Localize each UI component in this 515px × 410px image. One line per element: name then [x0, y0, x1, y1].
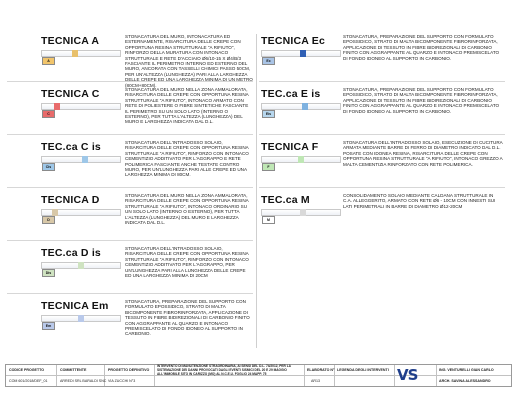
technique-tag: D — [42, 216, 55, 224]
slab-section-icon — [261, 209, 341, 216]
technique-tag: C — [42, 110, 55, 118]
technique-description: STONACATURA, PREPARAZIONE DEL SUPPORTO CON FORMULATO EPOSSIDICO, STRATO DI MALTA BICOMPONENTE FIBRORINFORZATA, APPLICAZIONE DI TESSUTO IN FIBRE BIDIREZIONALI DI CARBONIO FINITO CON AGGRAPPANTE AL QUARZO E INTONACO PREMISCELATO DI FONDO IDONEO AL SUPPORTO IN CARBONIO. — [343, 34, 500, 61]
technique-description: STONACATURA DELL'INTRADOSSO SOLAIO, RISARCITURA DELLE CREPE CON OPPORTUNA RESINA STRUTTURALE "A RIFIUTO", RINFORZO CON INTONACO CEMENTIZIO ADDITIVATO PER L'AGGRAPPO, PER UN'LUNGHEZZA PARI ALLA LUNGHEZZA DELLE CREPE ED UNA LARGHEZZA MINIMA DI 20CM — [125, 246, 249, 279]
technique-code: TEC.ca E is — [261, 88, 321, 100]
title-block — [5, 364, 512, 387]
legend-item-tecnica-d — [7, 193, 253, 241]
technique-code: TECNICA A — [41, 35, 100, 47]
column-divider — [256, 34, 257, 348]
legend-item-tecnica-c-is — [7, 140, 253, 188]
technique-code: TEC.ca C is — [41, 141, 101, 153]
technique-description: STONACATURA DEL MURO, INTONACATURA ED ESTERNAMENTE, RISARCITURA DELLE CREPE CON OPPORTUNA RESINA STRUTTURALE "A RIFIUTO", RINFORZO DELLA MURATURA CON INTONACO STRUTTURALE E RETE D'ACCIAIO Ø6/10-15 X Ø4/B/3 FASCIANTE IL PERIMETRO INTERNO ED ESTERNO DEL MURO, ANCORATA CON TASSELLI CHIMICI PASSO 50CM, PER UN'ALTEZZA (LUNGHEZZA) PARI ALLA LARGHEZZA DELLE CREPE ED UNA LARGHEZZA MINIMA DI UN METRO (80CM+80CM). — [125, 34, 253, 88]
legend-item-tecnica-em — [7, 299, 253, 347]
studio-logo: VS — [397, 366, 418, 384]
technique-tag: Dis — [42, 269, 55, 277]
technique-code: TECNICA Ec — [261, 35, 326, 47]
row-divider — [259, 81, 505, 82]
address-value: VIA ZUCCHI N°3 — [108, 379, 136, 383]
beam-section-icon — [261, 50, 341, 57]
title-block-divider — [56, 365, 57, 386]
legend-item-tecnica-c — [7, 87, 253, 135]
row-divider — [259, 134, 505, 135]
legend-item-tecnica-f — [259, 140, 505, 188]
technique-tag: F — [262, 163, 275, 171]
slab-section-icon — [261, 103, 341, 110]
technique-description: CONSOLIDAMENTO SOLAIO MEDIANTE CALDANA STRUTTURALE IN C.A. ALLEGGERITO, ARMATO CON RETE Ø6 - 10CM CON INNESTI SUI LATI PERIMETRALI IN BARRE DI DIAMETRO Ø12-20CM — [343, 193, 496, 209]
row-divider — [7, 134, 253, 135]
project-code-label: CODICE PROGETTO — [9, 368, 45, 372]
technique-tag: A — [42, 57, 55, 65]
drawing-number-value: AR13 — [311, 379, 320, 383]
technique-code: TEC.ca M — [261, 194, 310, 206]
legend-item-tecnica-d-is — [7, 246, 253, 294]
technique-tag: M — [262, 216, 275, 224]
technique-code: TEC.ca D is — [41, 247, 101, 259]
title-block-divider — [436, 365, 437, 386]
project-phase-label: PROGETTO DEFINITIVO — [108, 368, 150, 372]
project-code-value: COM 601/2018/DEF_01 — [9, 379, 48, 383]
technique-tag: Cis — [42, 163, 55, 171]
title-block-divider — [304, 365, 305, 386]
technique-code: TECNICA F — [261, 141, 319, 153]
drawing-title: LEGENDA DEGLI INTERVENTI — [337, 368, 389, 372]
legend-item-tecnica-e-is — [259, 87, 505, 135]
technique-tag: Eis — [262, 110, 275, 118]
client-value: ARREDI SRL BARALDI SNC — [60, 379, 107, 383]
technique-description: STONACATURA DELL'INTRADOSSO SOLAIO, ESECUZIONE DI CUCITURA ARMATA MEDIANTE BARRE DI FERRO DI DIAMETRO INDICATO DAL D.L. POSATE CON IDONEA RESINA, RISARCITURA DELLE CREPE CON OPPORTUNA RESINA STRUTTURALE "A RIFIUTO", INTONACO GREZZO A MALTA CEMENTIZIA RINFORZATO CON RETE POLIMERICA. — [343, 140, 503, 167]
technique-tag: Ec — [262, 57, 275, 65]
row-divider — [7, 81, 253, 82]
technique-code: TECNICA Em — [41, 300, 109, 312]
drawing-number-label: ELABORATO N° — [307, 368, 335, 372]
slab-section-icon — [41, 156, 121, 163]
technique-code: TECNICA C — [41, 88, 100, 100]
row-divider — [7, 187, 253, 188]
technique-tag: Em — [42, 322, 55, 330]
client-label: COMMITTENTE — [60, 368, 87, 372]
intervention-description: INTERVENTO DI MANUTENZIONE STRAORDINARIA, AI SENSI DEL D.L. 74/2012, PER LA SISTEMAZIONE DEI DANNI PROVOCATI DAGLI EVENTI SISMICI DEL 20 E 29 MAGGIO ALL'IMMOBILE SITO IN CARIZZO (MO) AL N.C.E.U. FOGLIO 24 MAPP. 75 — [157, 364, 291, 376]
row-divider — [7, 293, 253, 294]
wall-section-icon — [41, 50, 121, 57]
legend-item-tecnica-a — [7, 34, 253, 88]
engineer-name: ING. VENTURELLI GIAN CARLO — [439, 368, 494, 372]
technique-description: STONACATURA, PREPARAZIONE DEL SUPPORTO CON FORMULATO EPOSSIDICO, STRATO DI MALTA BICOMPONENTE FIBRORINFORZATA, APPLICAZIONE DI TESSUTO IN FIBRE BIDIREZIONALI DI CARBONIO FINITO CON AGGRAPPANTE AL QUARZO E INTONACO PREMISCELATO DI FONDO IDONEO AL SUPPORTO IN CARBONIO. — [343, 87, 500, 114]
slab-section-icon — [261, 156, 341, 163]
title-block-divider — [154, 365, 155, 386]
column-section-icon — [41, 315, 121, 322]
wall-section-icon — [41, 209, 121, 216]
technique-code: TECNICA D — [41, 194, 100, 206]
legend-item-tecnica-ec — [259, 34, 505, 82]
row-divider — [259, 187, 505, 188]
wall-section-icon — [41, 103, 121, 110]
row-divider — [7, 240, 253, 241]
title-block-divider — [394, 365, 395, 386]
technique-description: STONACATURA DEL MURO NELLA ZONA AMMALORATA, RISARCITURA DELLE CREPE CON OPPORTUNA RESINA STRUTTURALE "A RIFIUTO", INTONACO ORDINARIO SU UN SOLO LATO (INTERNO O ESTERNO), PER TUTTA L'ALTEZZA (LUNGHEZZA) DEL MURO E LARGHEZZA INDICATA DAL D.L. — [125, 193, 249, 226]
technique-description: STONACATURA, PREPARAZIONE DEL SUPPORTO CON FORMULATO EPOSSIDICO, STRATO DI MALTA BICOMPONENTE FIBRORINFORZATA, APPLICAZIONE DI TESSUTO IN FIBRE BIDIREZIONALI DI CARBONIO FINITO CON AGGRAPPANTE AL QUARZO E INTONACO PREMISCELATO DI FONDO IDONEO AL SUPPORTO IN CARBONIO. — [125, 299, 250, 337]
slab-section-icon — [41, 262, 121, 269]
technique-description: STONACATURA DEL MURO NELLA ZONA AMMALORATA, RISARCITURA DELLE CREPE CON OPPORTUNA RESINA STRUTTURALE "A RIFIUTO", INTONACO ARMATO CON RETE DI POLIESTERE O FIBRE SINTETICHE FASCIANTE IL PERIMETRO SU UN SOLO LATO (INTERNO O ESTERNO), PER TUTTA L'ALTEZZA (LUNGHEZZA) DEL MURO E LARGHEZZA INDICATA DAL D.L. — [125, 87, 249, 125]
legend-item-tecnica-m — [259, 193, 505, 241]
architect-name: ARCH. SAVINA ALESSANDRO — [439, 379, 491, 383]
technique-description: STONACATURA DELL'INTRADOSSO SOLAIO, RISARCITURA DELLE CREPE CON OPPORTUNA RESINA STRUTTURALE "A RIFIUTO", RINFORZO CON INTONACO CEMENTIZIO ADDITIVATO PER L'AGGRAPPO E RETE POLIMERICA FASCIANTE ANCHE TESTATE CONTRO MURO, PER UN'LUNGHEZZA PARI ALLE CREPE ED UNA LARGHEZZA MINIMA DI 80CM. — [125, 140, 249, 178]
